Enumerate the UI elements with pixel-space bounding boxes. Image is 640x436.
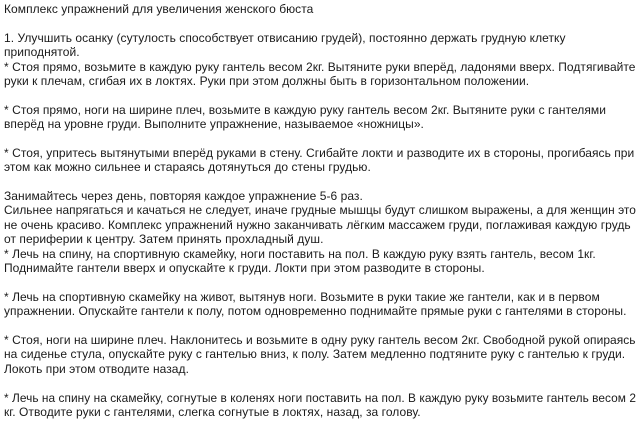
paragraph-gap bbox=[4, 88, 638, 102]
document-title: Комплекс упражнений для увеличения женского бюста bbox=[4, 2, 314, 16]
paragraph-gap bbox=[4, 376, 638, 390]
paragraph-gap bbox=[4, 275, 638, 289]
text-line: Поднимайте гантели вверх и опускайте к груди. Локти при этом разводите в стороны. bbox=[4, 261, 485, 276]
text-line: 1. Улучшить осанку (сутулость способствует отвисанию грудей), постоянно держать грудную клетку bbox=[4, 30, 566, 45]
text-line: кг. Отводите руки с гантелями, слегка согнутые в локтях, назад, за голову. bbox=[4, 404, 421, 419]
paragraph-gap bbox=[4, 16, 638, 30]
text-line: Локоть при этом отводите назад. bbox=[4, 361, 189, 376]
text-line: руки к плечам, сгибая их в локтях. Руки при этом должны быть в горизонтальном положении. bbox=[4, 73, 530, 88]
text-line: * Стоя прямо, возьмите в каждую руку гантель весом 2кг. Вытяните руки вперёд, ладонями вверх. Подтягивайте bbox=[4, 59, 636, 74]
paragraph-gap bbox=[4, 175, 638, 189]
text-line: * Стоя прямо, ноги на ширине плеч, возьмите в каждую руку гантель весом 2кг. Вытяните руки с гантелями bbox=[4, 102, 606, 117]
document-page bbox=[4, 2, 638, 419]
paragraph-gap bbox=[4, 132, 638, 146]
paragraph-gap bbox=[4, 319, 638, 333]
text-line: от периферии к центру. Затем принять прохладный душ. bbox=[4, 232, 324, 247]
text-line: упражнении. Опускайте гантели к полу, потом одновременно поднимайте прямые руки с гантелями в стороны. bbox=[4, 304, 627, 319]
text-line: Сильнее напрягаться и качаться не следует, иначе грудные мышцы будут слишком выражены, а для женщин это bbox=[4, 203, 636, 218]
text-line: * Стоя, упритесь вытянутыми вперёд руками в стену. Сгибайте локти и разводите их в стороны, прогибаясь при bbox=[4, 145, 635, 160]
text-line: вперёд на уровне груди. Выполните упражнение, называемое «ножницы». bbox=[4, 117, 424, 132]
text-line: на сиденье стула, опускайте руку с гантелью вниз, к полу. Затем медленно подтяните руку с гантелью к груди. bbox=[4, 347, 626, 362]
text-line: * Лечь на спортивную скамейку на живот, вытянув ноги. Возьмите в руки такие же гантели, как и в первом bbox=[4, 289, 600, 304]
text-line: не очень красиво. Комплекс упражнений нужно заканчивать лёгким массажем груди, поглаживая каждую грудь bbox=[4, 217, 631, 232]
text-line: приподнятой. bbox=[4, 45, 80, 60]
text-line: * Лечь на спину, на спортивную скамейку, ноги поставить на пол. В каждую руку взять гантель, весом 1кг. bbox=[4, 246, 596, 261]
text-line: Занимайтесь через день, повторяя каждое упражнение 5-6 раз. bbox=[4, 189, 363, 204]
text-line: * Стоя, ноги на ширине плеч. Наклонитесь и возьмите в одну руку гантель весом 2кг. Свободной рукой опираясь bbox=[4, 332, 636, 347]
text-line: * Лечь на спину на скамейку, согнутые в коленях ноги поставить на пол. В каждую руку возьмите гантель весом 2 bbox=[4, 390, 637, 405]
text-line: этом как можно сильнее и стараясь дотянуться до стены грудью. bbox=[4, 160, 371, 175]
